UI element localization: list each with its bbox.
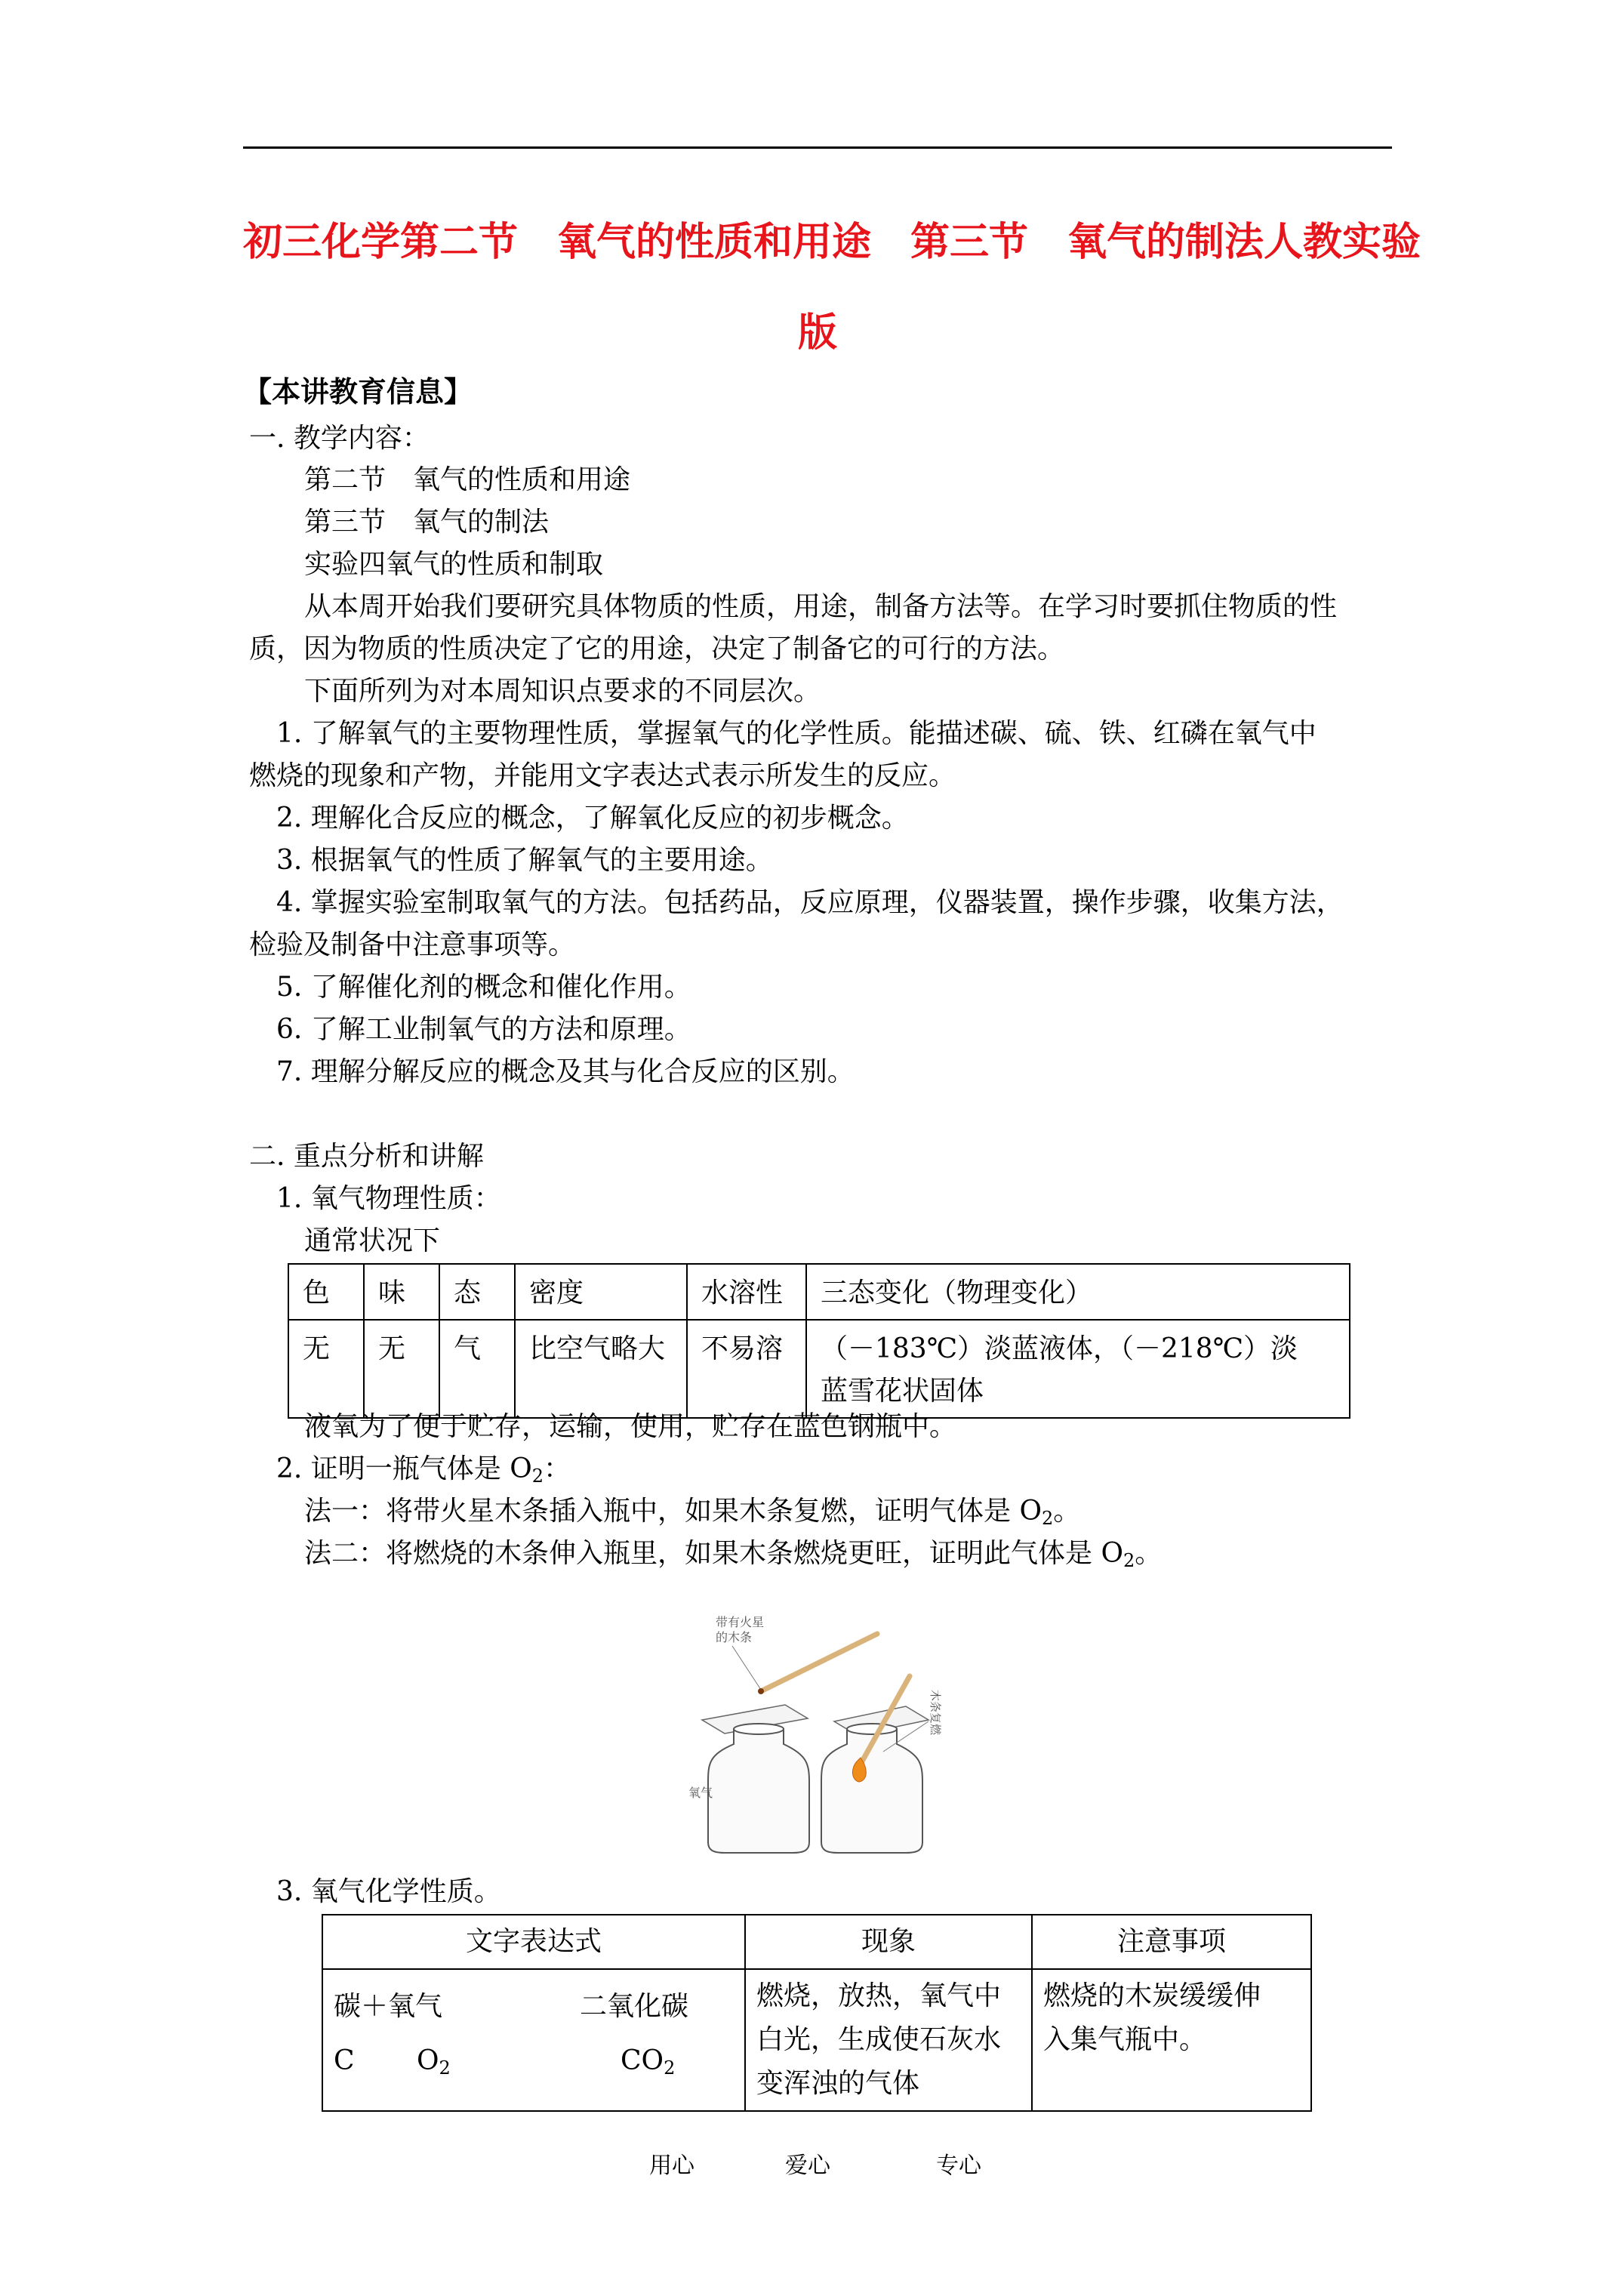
requirement-item: 7. 理解分解反应的概念及其与化合反应的区别。	[276, 1056, 855, 1087]
paragraph: 从本周开始我们要研究具体物质的性质，用途，制备方法等。在学习时要抓住物质的性	[304, 591, 1338, 622]
note-cell	[1032, 1969, 1311, 2111]
subscript: 2	[531, 1465, 544, 1487]
symbol-co2: $CO_2$	[621, 2045, 676, 2079]
reactants: 碳＋氧气	[334, 1991, 443, 2022]
table-header-cell: 密度	[515, 1264, 687, 1320]
header-rule	[243, 146, 1392, 149]
method-text: 法二：将燃烧的木条伸入瓶里，如果木条燃烧更旺，证明此气体是 O	[304, 1538, 1123, 1569]
leader-line	[732, 1646, 761, 1690]
table-header-cell: 态	[439, 1264, 515, 1320]
subheading-tail: ：	[544, 1453, 571, 1484]
content-item: 第三节 氧气的制法	[304, 507, 550, 538]
requirement-item: 2. 理解化合反应的概念，了解氧化反应的初步概念。	[276, 803, 909, 834]
table-header-cell: 水溶性	[687, 1264, 806, 1320]
page-title: 初三化学第二节 氧气的性质和用途 第三节 氧气的制法人教实验	[243, 220, 1421, 265]
method-text: 法一：将带火星木条插入瓶中，如果木条复燃，证明气体是 O	[304, 1496, 1042, 1527]
table-cell-line: 蓝雪花状固体	[821, 1376, 984, 1407]
footer-text: 爱心	[785, 2153, 830, 2179]
content-item: 第二节 氧气的性质和用途	[304, 464, 631, 495]
requirement-item: 3. 根据氧气的性质了解氧气的主要用途。	[276, 845, 773, 876]
table-header-cell: 三态变化（物理变化）	[806, 1264, 1350, 1320]
subscript: 2	[1123, 1550, 1135, 1571]
label-relight: 木条复燃	[929, 1690, 942, 1736]
table-row	[288, 1264, 1350, 1320]
symbol-carbon: C	[334, 2045, 355, 2076]
table-row	[322, 1969, 1311, 2111]
part1-heading: 一. 教学内容：	[249, 423, 430, 454]
note-line: 入集气瓶中。	[1043, 2024, 1207, 2055]
method-tail: 。	[1135, 1538, 1163, 1569]
table-row	[322, 1915, 1311, 1969]
requirement-item: 燃烧的现象和产物，并能用文字表达式表示所发生的反应。	[249, 760, 956, 791]
method-line	[304, 1498, 1080, 1527]
oxygen-test-illustration	[679, 1601, 996, 1857]
section-header: 【本讲教育信息】	[243, 375, 473, 408]
symbol-equation	[334, 2039, 734, 2083]
table-row	[288, 1320, 1350, 1418]
products: 二氧化碳	[579, 1991, 688, 2022]
physical-properties-table	[288, 1263, 1350, 1419]
requirement-item: 5. 了解催化剂的概念和催化作用。	[276, 972, 691, 1003]
wooden-splint-icon	[761, 1634, 877, 1691]
table-cell: 比空气略大	[515, 1320, 687, 1418]
requirement-item: 4. 掌握实验室制取氧气的方法。包括药品，反应原理，仪器装置，操作步骤，收集方法，	[276, 887, 1344, 918]
table-header-cell: 色	[288, 1264, 364, 1320]
phenomenon-cell	[745, 1969, 1032, 2111]
page-title-continued: 版	[797, 310, 837, 356]
requirement-item: 检验及制备中注意事项等。	[249, 929, 576, 960]
subheading-text: 2. 证明一瓶气体是 O	[276, 1453, 532, 1484]
phenomenon-line: 变浑浊的气体	[756, 2068, 920, 2099]
requirement-item: 1. 了解氧气的主要物理性质，掌握氧气的化学性质。能描述碳、硫、铁、红磷在氧气中	[276, 718, 1317, 749]
footer-text: 用心	[649, 2153, 694, 2179]
table-cell: 无	[288, 1320, 364, 1418]
table-header-cell: 味	[364, 1264, 439, 1320]
storage-note: 液氧为了便于贮存，运输，使用，贮存在蓝色钢瓶中。	[304, 1411, 957, 1442]
part2-heading: 二. 重点分析和讲解	[249, 1141, 484, 1172]
subheading	[276, 1453, 571, 1487]
subscript: 2	[1041, 1508, 1054, 1529]
jar-mouth-icon	[734, 1724, 784, 1734]
table-cell: 无	[364, 1320, 439, 1418]
jar-mouth-icon	[847, 1724, 897, 1734]
table-header-cell: 文字表达式	[322, 1915, 745, 1969]
table-cell: 不易溶	[687, 1320, 806, 1418]
method-line	[304, 1540, 1162, 1570]
table-header-cell: 注意事项	[1032, 1915, 1311, 1969]
table-header-cell: 现象	[745, 1915, 1032, 1969]
phenomenon-line: 燃烧，放热，氧气中	[756, 1980, 1002, 2011]
chemical-properties-table	[322, 1914, 1312, 2112]
ember-icon	[758, 1688, 764, 1694]
method-tail: 。	[1053, 1496, 1081, 1527]
label-glowing-splint-2: 的木条	[716, 1630, 753, 1644]
requirement-item: 6. 了解工业制氧气的方法和原理。	[276, 1014, 691, 1045]
table-cell	[806, 1320, 1350, 1418]
subheading: 1. 氧气物理性质：	[276, 1183, 501, 1214]
label-oxygen: 氧气	[688, 1786, 713, 1800]
footer-text: 专心	[936, 2153, 981, 2179]
paragraph: 质，因为物质的性质决定了它的用途，决定了制备它的可行的方法。	[249, 633, 1065, 664]
note-line: 燃烧的木炭缓缓伸	[1043, 1980, 1261, 2011]
label-glowing-splint: 带有火星	[716, 1615, 765, 1629]
table-cell: 气	[439, 1320, 515, 1418]
note: 通常状况下	[304, 1225, 441, 1256]
word-equation	[334, 1985, 734, 2029]
phenomenon-line: 白光，生成使石灰水	[756, 2024, 1002, 2055]
table-cell-line: （－183℃）淡蓝液体，（－218℃）淡	[821, 1333, 1298, 1364]
symbol-oxygen: $O_2$	[417, 2045, 451, 2079]
content-item: 实验四氧气的性质和制取	[304, 549, 604, 580]
gas-jar-icon	[708, 1729, 809, 1853]
paragraph: 下面所列为对本周知识点要求的不同层次。	[304, 676, 821, 707]
subheading: 3. 氧气化学性质。	[276, 1876, 501, 1907]
word-equation-cell	[322, 1969, 745, 2111]
